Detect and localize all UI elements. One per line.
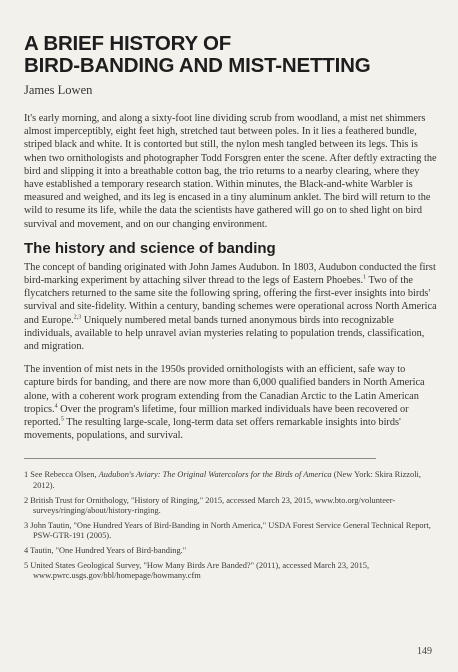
page-number: 149	[417, 646, 432, 657]
footnote-2: 2 British Trust for Ornithology, "History of Ringing," 2015, accessed March 23, 2015, www.bto.org/volunteer-surveys/ringing/about/history-ringing.	[24, 495, 396, 516]
intro-paragraph: It's early morning, and along a sixty-foot line dividing scrub from woodland, a mist net shimmers almost imperceptibly, eight feet high, stretched taut between poles. In it lies a feathered bundle, striped black and white. It is contorted but still, the nylon mesh tangled between its legs. This is when two ornithologists and photographer Todd Forsgren enter the scene. After deftly extracting the bird and slipping it into a breathable cotton bag, the trio returns to a nearby clearing, where they have established a temporary research station. Within minutes, the Black-and-white Warbler is measured and weighed, and its leg is encased in a tiny aluminum anklet. The bird will return to the wild to resume its life, while the data the scientists have gathered will go on to shed light on bird survival and movement, and on our changing environment.	[24, 113, 437, 230]
chapter-title-line-2: BIRD-BANDING AND MIST-NETTING	[24, 54, 371, 77]
section-heading: The history and science of banding	[24, 239, 276, 257]
footnote-1-book-title: Audubon's Aviary: The Original Watercolors for the Birds of America	[98, 470, 332, 480]
chapter-title	[24, 33, 438, 77]
mist-nets-text-3: The resulting large-scale, long-term data set offers remarkable insights into birds' movements, populations, and survival.	[24, 417, 401, 442]
footnote-divider	[24, 458, 376, 459]
history-text-2: Two of the flycatchers returned to the same site the following spring, offering the first-ever insights into birds' survival and site-fidelity. Within a century, banding schemes were operational across North America and Europe.	[24, 275, 437, 326]
history-text-1: The concept of banding originated with John James Audubon. In 1803, Audubon conducted the first bird-marking experiment by attaching silver thread to the legs of Eastern Phoebes.	[24, 261, 436, 287]
footnote-3: 3 John Tautin, "One Hundred Years of Bird-Banding in North America," USDA Forest Service General Technical Report, PSW-GTR-191 (2005).	[24, 520, 431, 541]
footnote-ref: 5	[60, 416, 64, 423]
footnote-5: 5 United States Geological Survey, "How Many Birds Are Banded?" (2011), accessed March 23, 2015, www.pwrc.usgs.gov/bbl/homepage/howmany.cfm	[24, 560, 370, 581]
mist-nets-text-2: Over the program's lifetime, four million marked individuals have been recovered or reported.	[24, 403, 409, 429]
author-name: James Lowen	[24, 83, 93, 97]
footnote-ref: 1	[363, 274, 367, 281]
footnote-ref: 2,3	[73, 314, 82, 321]
footnote-4: 4 Tautin, "One Hundred Years of Bird-banding."	[24, 546, 187, 556]
mist-nets-text-1: The invention of mist nets in the 1950s provided ornithologists with an efficient, safe way to capture birds for banding, and there are now more than 6,000 qualified banders in North America alone, with a coherent work program extending from the Canadian Arctic to the Latin American tropics.	[24, 364, 425, 415]
history-text-3: Uniquely numbered metal bands turned anonymous birds into recognizable individuals, available to help unravel avian mysteries relating to population trends, classification, and migration.	[24, 314, 425, 353]
footnotes-list	[24, 470, 438, 581]
chapter-title-line-1: A BRIEF HISTORY OF	[24, 32, 232, 55]
mist-nets-paragraph	[24, 363, 438, 442]
history-paragraph	[24, 261, 438, 353]
footnote-1: 1 See Rebecca Olsen, Audubon's Aviary: The Original Watercolors for the Birds of America (New York: Skira Rizzoli, 2012).	[24, 470, 421, 491]
footnote-ref: 4	[54, 403, 58, 410]
